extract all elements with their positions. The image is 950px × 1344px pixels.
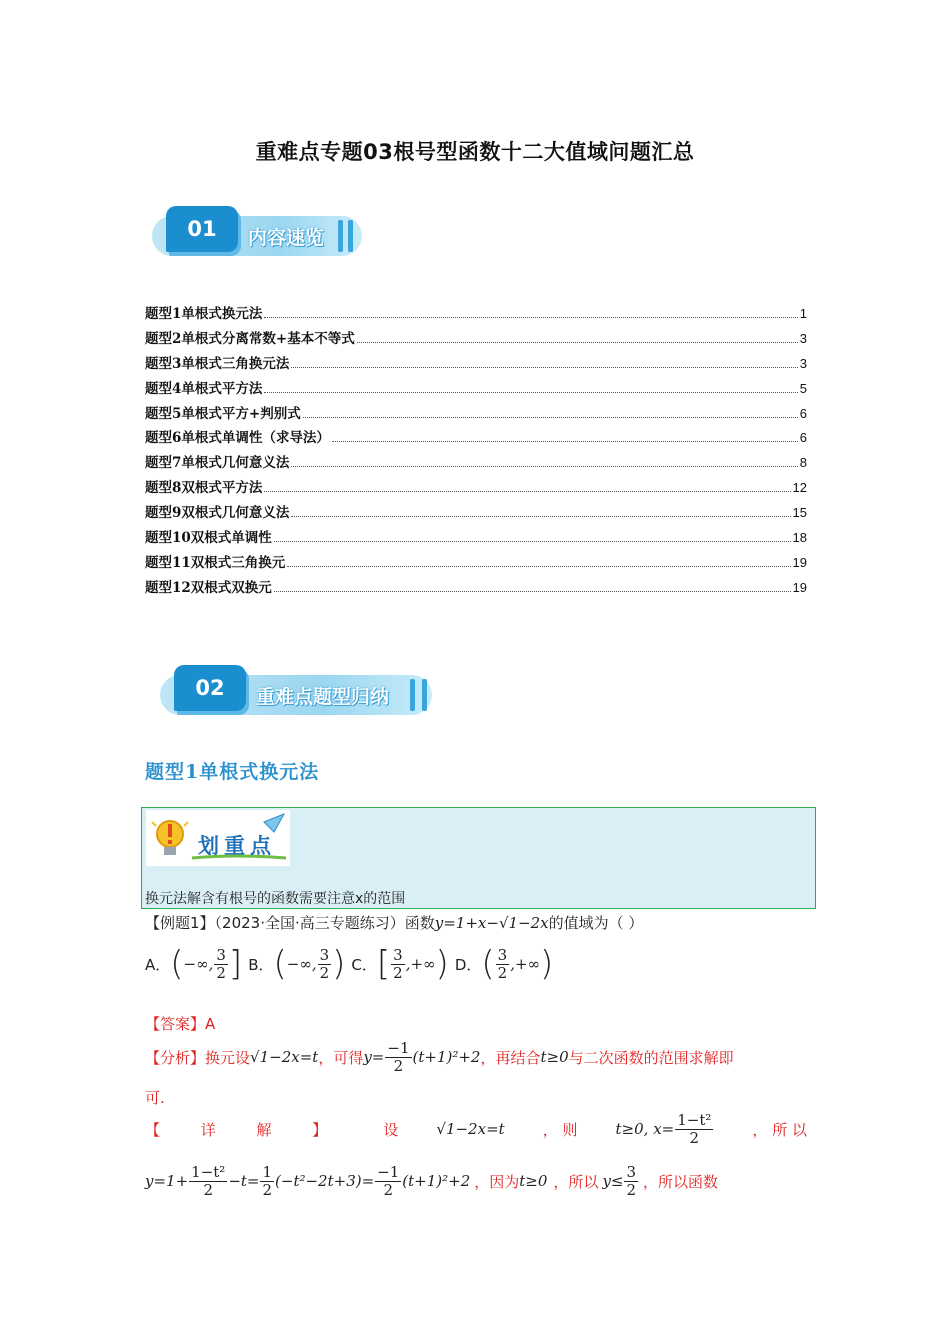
fraction <box>496 947 510 981</box>
toc-item-title: 题型5单根式平方+判别式 <box>145 405 301 422</box>
answer-line <box>145 1013 215 1034</box>
fraction <box>375 1164 401 1198</box>
toc-item[interactable] <box>145 526 807 551</box>
toc-leader-dots <box>264 491 790 492</box>
analysis-formula: t≥0 <box>540 1048 569 1066</box>
toc-item-page: 12 <box>792 480 807 496</box>
example-question <box>145 912 643 933</box>
toc-item-title: 题型11双根式三角换元 <box>145 554 286 571</box>
analysis-formula: y= <box>363 1048 385 1066</box>
toc-item[interactable] <box>145 402 807 427</box>
detail-formula: −t= <box>228 1172 260 1190</box>
section-label: 内容速览 <box>248 227 325 249</box>
example-prefix: 【例题1】（2023·全国·高三专题练习）函数 <box>145 914 435 932</box>
toc-item[interactable] <box>145 377 807 402</box>
toc-item[interactable] <box>145 576 807 601</box>
example-formula: y=1+x−√1−2x <box>434 914 549 932</box>
fraction <box>624 1164 638 1198</box>
toc-leader-dots <box>303 417 798 418</box>
answer-value: A <box>205 1015 216 1033</box>
denominator: 2 <box>393 1056 404 1075</box>
detail-text: ，所以函数 <box>643 1172 719 1191</box>
numerator: 1 <box>262 1163 273 1181</box>
toc-item-title: 题型3单根式三角换元法 <box>145 355 290 372</box>
toc-leader-dots <box>332 441 798 442</box>
table-of-contents <box>145 302 807 601</box>
denominator: 2 <box>262 1180 273 1199</box>
key-point-text: 换元法解含有根号的函数需要注意x的范围 <box>145 891 406 907</box>
interval-part: ,+∞ <box>510 955 541 973</box>
toc-item[interactable] <box>145 352 807 377</box>
toc-leader-dots <box>291 516 790 517</box>
detail-text: ， 则 <box>542 1120 578 1139</box>
numerator: 3 <box>319 946 330 964</box>
numerator: 1−t² <box>191 1163 226 1181</box>
toc-leader-dots <box>264 317 797 318</box>
toc-item-page: 3 <box>799 355 807 371</box>
detail-text: ， 所 以 <box>752 1120 807 1139</box>
option-letter: D． <box>454 955 482 974</box>
toc-item-page: 8 <box>799 455 807 471</box>
toc-item[interactable] <box>145 501 807 526</box>
key-point-badge <box>146 810 290 866</box>
toc-item-title: 题型2单根式分离常数+基本不等式 <box>145 330 355 347</box>
denominator: 2 <box>203 1180 213 1199</box>
toc-item-title: 题型7单根式几何意义法 <box>145 455 290 472</box>
denominator: 2 <box>216 963 226 982</box>
interval-close-bracket: ) <box>540 944 554 984</box>
toc-leader-dots <box>287 566 790 567</box>
analysis-text: ，再结合 <box>480 1048 541 1067</box>
toc-item[interactable] <box>145 551 807 576</box>
toc-item-title: 题型4单根式平方法 <box>145 380 263 397</box>
analysis-text: 换元设 <box>205 1048 251 1067</box>
detail-formula: (t+1)²+2 <box>402 1172 471 1190</box>
detail-text: 设 <box>383 1120 399 1139</box>
fraction <box>391 947 405 981</box>
analysis-line-2: 可. <box>145 1089 165 1107</box>
key-point-label: 划重点 <box>198 834 276 858</box>
toc-leader-dots <box>274 541 791 542</box>
denominator: 2 <box>383 1180 393 1199</box>
toc-item-page: 5 <box>799 380 807 396</box>
toc-item-title: 题型9双根式几何意义法 <box>145 505 290 522</box>
detail-line-2 <box>145 1164 718 1198</box>
interval-part: −∞, <box>183 955 214 973</box>
fraction <box>318 947 332 981</box>
page-title: 重难点专题03根号型函数十二大值域问题汇总 <box>255 140 695 164</box>
toc-item[interactable] <box>145 451 807 476</box>
key-point-box <box>141 807 816 909</box>
detail-line-1 <box>145 1112 807 1146</box>
toc-item[interactable] <box>145 327 807 352</box>
interval-open-bracket: [ <box>376 944 391 984</box>
analysis-text: 与二次函数的范围求解即 <box>568 1048 734 1067</box>
denominator: 2 <box>626 1180 637 1199</box>
section-number: 02 <box>174 665 246 711</box>
toc-item-title: 题型1单根式换元法 <box>145 306 263 322</box>
interval-open-bracket: ( <box>481 944 495 984</box>
answer-label: 【答案】 <box>145 1015 206 1033</box>
detail-formula: t≥0, x= <box>615 1120 675 1138</box>
detail-text: ，因为 <box>474 1172 520 1191</box>
toc-item[interactable] <box>145 302 807 327</box>
toc-leader-dots <box>274 591 791 592</box>
interval-part: ,+∞ <box>405 955 436 973</box>
numerator: 3 <box>626 1163 637 1181</box>
numerator: 1−t² <box>677 1111 712 1129</box>
detail-label: 【 详 解 】 <box>145 1120 346 1139</box>
interval-close-bracket: ) <box>332 944 346 984</box>
option-d[interactable] <box>455 944 553 984</box>
interval-open-bracket: ( <box>170 944 184 984</box>
numerator: −1 <box>387 1039 410 1057</box>
denominator: 2 <box>497 963 508 982</box>
toc-item[interactable] <box>145 476 807 501</box>
analysis-label: 【分析】 <box>145 1048 206 1067</box>
toc-item-page: 6 <box>799 430 807 446</box>
numerator: 3 <box>393 946 403 964</box>
toc-item-page: 19 <box>792 579 807 595</box>
detail-text: ，所以 <box>553 1172 599 1191</box>
detail-formula: y=1+ <box>145 1172 189 1190</box>
denominator: 2 <box>393 963 403 982</box>
interval-close-bracket: ) <box>435 944 449 984</box>
toc-item-page: 3 <box>799 330 807 346</box>
numerator: 3 <box>497 946 508 964</box>
option-b[interactable] <box>248 944 345 984</box>
detail-formula: (−t²−2t+3)= <box>275 1172 375 1190</box>
toc-item-title: 题型12双根式双换元 <box>145 579 272 596</box>
toc-item-title: 题型6单根式单调性（求导法） <box>145 430 330 447</box>
section-number: 01 <box>166 206 238 252</box>
analysis-formula: √1−2x=t <box>250 1048 319 1066</box>
analysis-line <box>145 1040 734 1074</box>
detail-formula: y≤ <box>602 1172 624 1190</box>
example-suffix: 的值域为（ ） <box>548 914 644 932</box>
numerator: 3 <box>216 946 226 964</box>
toc-item-title: 题型10双根式单调性 <box>145 530 272 547</box>
section-label: 重难点题型归纳 <box>256 686 390 708</box>
toc-leader-dots <box>357 342 798 343</box>
option-letter: A． <box>145 955 171 974</box>
denominator: 2 <box>689 1128 700 1147</box>
option-letter: C． <box>351 955 377 974</box>
option-c[interactable] <box>351 944 448 984</box>
numerator: −1 <box>377 1163 400 1181</box>
analysis-formula: (t+1)²+2 <box>412 1048 481 1066</box>
option-a[interactable] <box>145 944 242 984</box>
answer-options <box>145 944 559 984</box>
detail-formula: √1−2x=t <box>436 1120 505 1138</box>
option-letter: B． <box>248 955 274 974</box>
interval-open-bracket: ( <box>273 944 287 984</box>
fraction <box>260 1164 274 1198</box>
section-badge-01 <box>152 206 372 262</box>
section-badge-02 <box>160 665 440 721</box>
toc-item-page: 1 <box>799 306 807 321</box>
interval-close-bracket: ] <box>228 944 243 984</box>
toc-leader-dots <box>291 466 797 467</box>
toc-item-title: 题型8双根式平方法 <box>145 480 263 497</box>
toc-leader-dots <box>264 392 797 393</box>
analysis-text: ，可得 <box>318 1048 364 1067</box>
fraction <box>214 947 228 981</box>
toc-item-page: 15 <box>792 505 807 521</box>
denominator: 2 <box>319 963 330 982</box>
toc-item-page: 6 <box>799 405 807 421</box>
toc-leader-dots <box>291 367 797 368</box>
fraction <box>189 1164 227 1198</box>
fraction <box>385 1040 411 1074</box>
type-heading: 题型1单根式换元法 <box>145 761 320 783</box>
toc-item-page: 18 <box>792 530 807 546</box>
detail-formula: t≥0 <box>519 1172 548 1190</box>
toc-item[interactable] <box>145 426 807 451</box>
toc-item-page: 19 <box>792 554 807 570</box>
interval-part: −∞, <box>286 955 317 973</box>
fraction <box>675 1112 713 1146</box>
